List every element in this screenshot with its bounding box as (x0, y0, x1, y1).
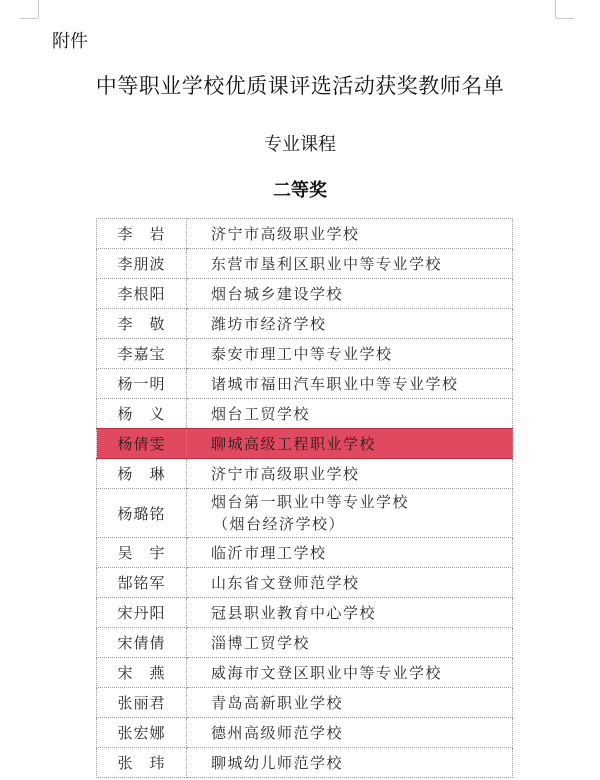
school-name: 临沂市理工学校 (187, 538, 513, 568)
winners-table (96, 218, 513, 778)
table-row (97, 718, 513, 748)
school-name: 山东省文登师范学校 (187, 568, 513, 598)
school-name: 聊城高级工程职业学校 (187, 429, 513, 459)
school-name: 东营市垦利区职业中等专业学校 (187, 249, 513, 279)
table-row (97, 279, 513, 309)
school-name: 济宁市高级职业学校 (187, 459, 513, 489)
crop-mark-right-vertical (555, 0, 556, 18)
school-alias: （烟台经济学校） (213, 515, 346, 533)
teacher-name: 郜铭军 (97, 568, 187, 598)
school-name: 聊城幼儿师范学校 (187, 748, 513, 778)
teacher-name: 李嘉宝 (97, 339, 187, 369)
teacher-name: 李 岩 (97, 219, 187, 249)
school-name: 烟台工贸学校 (187, 399, 513, 429)
table-row (97, 688, 513, 718)
table-row (97, 459, 513, 489)
teacher-name: 张 玮 (97, 748, 187, 778)
table-row (97, 538, 513, 568)
table-row (97, 748, 513, 778)
table-row (97, 598, 513, 628)
category-heading: 专业课程 (264, 134, 336, 155)
teacher-name: 杨倩雯 (97, 429, 187, 459)
document-title: 中等职业学校优质课评选活动获奖教师名单 (95, 74, 505, 98)
crop-mark-right-horizontal (556, 18, 574, 19)
school-name: 淄博工贸学校 (187, 628, 513, 658)
teacher-name: 吴 宇 (97, 538, 187, 568)
school-name: 潍坊市经济学校 (187, 309, 513, 339)
table-row (97, 309, 513, 339)
table-row (97, 399, 513, 429)
table-row (97, 628, 513, 658)
teacher-name: 宋倩倩 (97, 628, 187, 658)
table-row-highlighted[interactable] (97, 429, 513, 459)
teacher-name: 杨璐铭 (97, 489, 187, 538)
teacher-name: 杨一明 (97, 369, 187, 399)
table-row (97, 249, 513, 279)
school-name: 烟台第一职业中等专业学校 (211, 493, 410, 511)
school-name: 威海市文登区职业中等专业学校 (187, 658, 513, 688)
teacher-name: 杨 琳 (97, 459, 187, 489)
teacher-name: 宋 燕 (97, 658, 187, 688)
teacher-name: 杨 义 (97, 399, 187, 429)
table-row (97, 369, 513, 399)
school-name: 诸城市福田汽车职业中等专业学校 (187, 369, 513, 399)
attachment-label: 附件 (52, 31, 88, 52)
table-row (97, 219, 513, 249)
teacher-name: 李 敬 (97, 309, 187, 339)
school-name: 烟台城乡建设学校 (187, 279, 513, 309)
school-name: 济宁市高级职业学校 (187, 219, 513, 249)
table-row (97, 568, 513, 598)
teacher-name: 李朋波 (97, 249, 187, 279)
school-name: 青岛高新职业学校 (187, 688, 513, 718)
school-name-cell (187, 489, 513, 538)
crop-mark-left-vertical (38, 0, 39, 18)
school-name: 泰安市理工中等专业学校 (187, 339, 513, 369)
teacher-name: 宋丹阳 (97, 598, 187, 628)
teacher-name: 张丽君 (97, 688, 187, 718)
table-row (97, 339, 513, 369)
teacher-name: 张宏娜 (97, 718, 187, 748)
table-row (97, 489, 513, 538)
table-row (97, 658, 513, 688)
school-name: 德州高级师范学校 (187, 718, 513, 748)
crop-mark-left-horizontal (20, 18, 38, 19)
school-name: 冠县职业教育中心学校 (187, 598, 513, 628)
teacher-name: 李根阳 (97, 279, 187, 309)
award-level-heading: 二等奖 (273, 180, 327, 201)
